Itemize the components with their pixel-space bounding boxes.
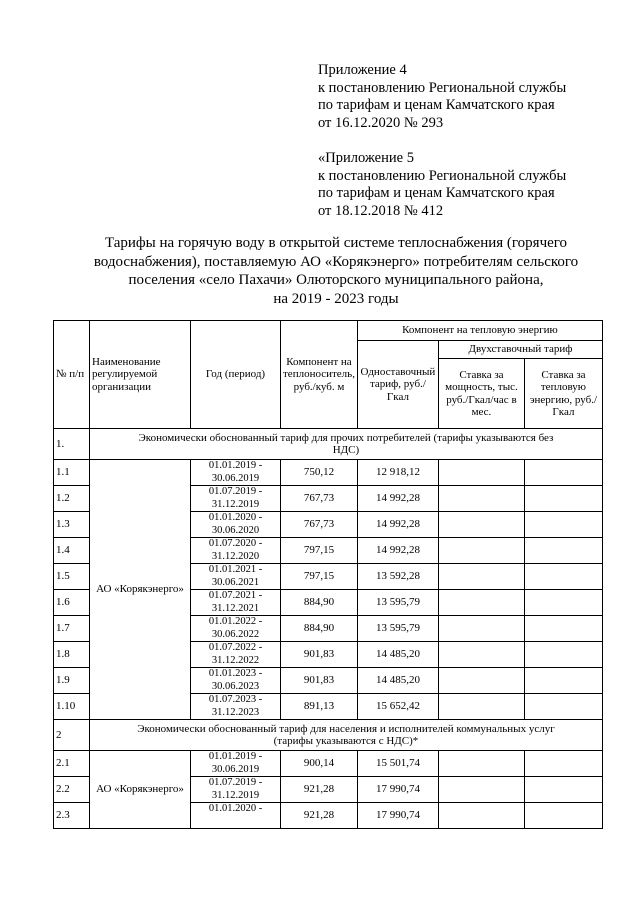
row-capacity-rate xyxy=(438,486,524,512)
row-num: 1.8 xyxy=(54,642,90,668)
annex-line: по тарифам и ценам Камчатского края xyxy=(318,97,555,113)
row-carrier: 797,15 xyxy=(281,564,358,590)
row-capacity-rate xyxy=(438,564,524,590)
row-carrier: 921,28 xyxy=(281,777,358,803)
row-single-rate: 14 992,28 xyxy=(357,486,438,512)
row-num: 2.1 xyxy=(54,751,90,777)
row-period xyxy=(191,538,281,564)
period-line: 31.12.2023 xyxy=(211,706,260,718)
section-title-line: Экономически обоснованный тариф для прочих потребителей (тарифы указываются без xyxy=(138,431,554,444)
row-single-rate: 13 595,79 xyxy=(357,616,438,642)
annex-line: от 18.12.2018 № 412 xyxy=(318,202,444,219)
row-period xyxy=(191,616,281,642)
period-line: 01.01.2023 - xyxy=(208,668,263,679)
section-title-line: (тарифы указываются с НДС)* xyxy=(273,735,419,747)
row-num: 2.3 xyxy=(54,803,90,829)
header-row xyxy=(54,321,603,341)
row-energy-rate xyxy=(524,642,602,668)
row-period xyxy=(191,803,281,829)
row-org: АО «Корякэнерго» xyxy=(90,460,191,720)
title-line: Тарифы на горячую воду в открытой системе теплоснабжения (горячего xyxy=(104,235,568,251)
row-capacity-rate xyxy=(438,590,524,616)
row-num: 1.2 xyxy=(54,486,90,512)
row-carrier: 797,15 xyxy=(281,538,358,564)
row-carrier: 891,13 xyxy=(281,694,358,720)
header-single-rate: Одноставочный тариф, руб./Гкал xyxy=(357,341,438,429)
header-num: № п/п xyxy=(54,321,90,429)
row-energy-rate xyxy=(524,751,602,777)
row-carrier: 767,73 xyxy=(281,486,358,512)
period-line: 30.06.2019 xyxy=(211,472,260,484)
period-line: 01.01.2020 - xyxy=(208,803,263,814)
row-energy-rate xyxy=(524,777,602,803)
annex-line: по тарифам и ценам Камчатского края xyxy=(318,185,555,201)
row-carrier: 900,14 xyxy=(281,751,358,777)
table-row xyxy=(54,460,603,486)
period-line: 31.12.2021 xyxy=(211,602,260,614)
header-org: Наименование регулируемой организации xyxy=(90,321,191,429)
row-single-rate: 12 918,12 xyxy=(357,460,438,486)
row-single-rate: 14 992,28 xyxy=(357,512,438,538)
row-capacity-rate xyxy=(438,803,524,829)
section-title xyxy=(90,429,603,460)
row-num: 1.4 xyxy=(54,538,90,564)
row-energy-rate xyxy=(524,564,602,590)
row-capacity-rate xyxy=(438,694,524,720)
annex-current xyxy=(318,62,566,132)
row-capacity-rate xyxy=(438,777,524,803)
row-energy-rate xyxy=(524,616,602,642)
period-line: 30.06.2022 xyxy=(211,628,260,640)
row-energy-rate xyxy=(524,486,602,512)
period-line: 01.07.2021 - xyxy=(208,590,263,601)
tariff-table xyxy=(53,320,603,829)
period-line: 01.07.2020 - xyxy=(208,538,263,549)
row-energy-rate xyxy=(524,668,602,694)
period-line: 01.01.2022 - xyxy=(208,616,263,627)
row-period xyxy=(191,590,281,616)
section-num: 2 xyxy=(54,720,90,751)
period-line: 31.12.2019 xyxy=(211,789,260,801)
section-row xyxy=(54,429,603,460)
row-num: 1.9 xyxy=(54,668,90,694)
row-energy-rate xyxy=(524,803,602,829)
row-single-rate: 14 485,20 xyxy=(357,668,438,694)
row-energy-rate xyxy=(524,694,602,720)
period-line: 01.07.2022 - xyxy=(208,642,263,653)
row-carrier: 901,83 xyxy=(281,668,358,694)
row-single-rate: 14 485,20 xyxy=(357,642,438,668)
row-period xyxy=(191,668,281,694)
period-line: 31.12.2020 xyxy=(211,550,260,562)
row-single-rate: 14 992,28 xyxy=(357,538,438,564)
header-carrier: Компонент на теплоноситель, руб./куб. м xyxy=(281,321,358,429)
row-capacity-rate xyxy=(438,460,524,486)
table-body xyxy=(54,429,603,829)
row-period xyxy=(191,486,281,512)
period-line: 01.07.2019 - xyxy=(208,777,263,788)
row-period xyxy=(191,460,281,486)
section-title-line: НДС) xyxy=(332,444,360,456)
row-energy-rate xyxy=(524,512,602,538)
header-energy-rate: Ставка за тепловую энергию, руб./Гкал xyxy=(524,359,602,429)
row-carrier: 884,90 xyxy=(281,590,358,616)
period-line: 30.06.2023 xyxy=(211,680,260,692)
period-line: 01.07.2019 - xyxy=(208,486,263,497)
period-line: 31.12.2019 xyxy=(211,498,260,510)
row-period xyxy=(191,512,281,538)
section-title-line: Экономически обоснованный тариф для населения и исполнителей коммунальных услуг xyxy=(137,722,555,735)
row-num: 2.2 xyxy=(54,777,90,803)
annex-previous xyxy=(318,150,566,220)
period-line: 01.01.2021 - xyxy=(208,564,263,575)
row-capacity-rate xyxy=(438,751,524,777)
row-num: 1.7 xyxy=(54,616,90,642)
period-line: 30.06.2019 xyxy=(211,763,260,775)
row-capacity-rate xyxy=(438,512,524,538)
header-two-rate-group: Двухставочный тариф xyxy=(438,341,602,359)
section-title xyxy=(90,720,603,751)
row-carrier: 901,83 xyxy=(281,642,358,668)
title-line: поселения «село Пахачи» Олюторского муниципального района, xyxy=(128,272,544,288)
row-single-rate: 15 652,42 xyxy=(357,694,438,720)
period-line: 01.01.2020 - xyxy=(208,512,263,523)
row-num: 1.5 xyxy=(54,564,90,590)
row-carrier: 921,28 xyxy=(281,803,358,829)
row-energy-rate xyxy=(524,460,602,486)
row-period xyxy=(191,564,281,590)
row-period xyxy=(191,751,281,777)
annex-line: от 16.12.2020 № 293 xyxy=(318,114,444,131)
row-num: 1.10 xyxy=(54,694,90,720)
header-thermal-group: Компонент на тепловую энергию xyxy=(357,321,602,341)
row-num: 1.3 xyxy=(54,512,90,538)
period-line: 31.12.2022 xyxy=(211,654,260,666)
row-carrier: 884,90 xyxy=(281,616,358,642)
row-single-rate: 13 595,79 xyxy=(357,590,438,616)
row-period xyxy=(191,694,281,720)
row-period xyxy=(191,777,281,803)
row-carrier: 767,73 xyxy=(281,512,358,538)
header-period: Год (период) xyxy=(191,321,281,429)
annex-line: Приложение 4 xyxy=(318,62,407,78)
row-energy-rate xyxy=(524,590,602,616)
row-org: АО «Корякэнерго» xyxy=(90,751,191,829)
annex-line: «Приложение 5 xyxy=(318,150,414,166)
row-num: 1.6 xyxy=(54,590,90,616)
annex-line: к постановлению Региональной службы xyxy=(318,79,567,96)
table-row xyxy=(54,751,603,777)
period-line: 01.01.2019 - xyxy=(208,460,263,471)
row-single-rate: 13 592,28 xyxy=(357,564,438,590)
section-num: 1. xyxy=(54,429,90,460)
title-line: на 2019 - 2023 годы xyxy=(273,290,399,307)
period-line: 01.07.2023 - xyxy=(208,694,263,705)
document-title xyxy=(50,234,622,308)
section-row xyxy=(54,720,603,751)
row-period xyxy=(191,642,281,668)
row-capacity-rate xyxy=(438,642,524,668)
annex-line: к постановлению Региональной службы xyxy=(318,167,567,184)
title-line: водоснабжения), поставляемую АО «Корякэнерго» потребителям сельского xyxy=(93,253,579,270)
row-single-rate: 15 501,74 xyxy=(357,751,438,777)
row-energy-rate xyxy=(524,538,602,564)
row-carrier: 750,12 xyxy=(281,460,358,486)
period-line: 30.06.2021 xyxy=(211,576,260,588)
row-capacity-rate xyxy=(438,616,524,642)
period-line xyxy=(193,816,278,829)
row-num: 1.1 xyxy=(54,460,90,486)
row-capacity-rate xyxy=(438,668,524,694)
header-capacity-rate: Ставка за мощность, тыс. руб./Гкал/час в мес. xyxy=(438,359,524,429)
period-line: 01.01.2019 - xyxy=(208,751,263,762)
row-single-rate: 17 990,74 xyxy=(357,803,438,829)
row-single-rate: 17 990,74 xyxy=(357,777,438,803)
period-line: 30.06.2020 xyxy=(211,524,260,536)
row-capacity-rate xyxy=(438,538,524,564)
